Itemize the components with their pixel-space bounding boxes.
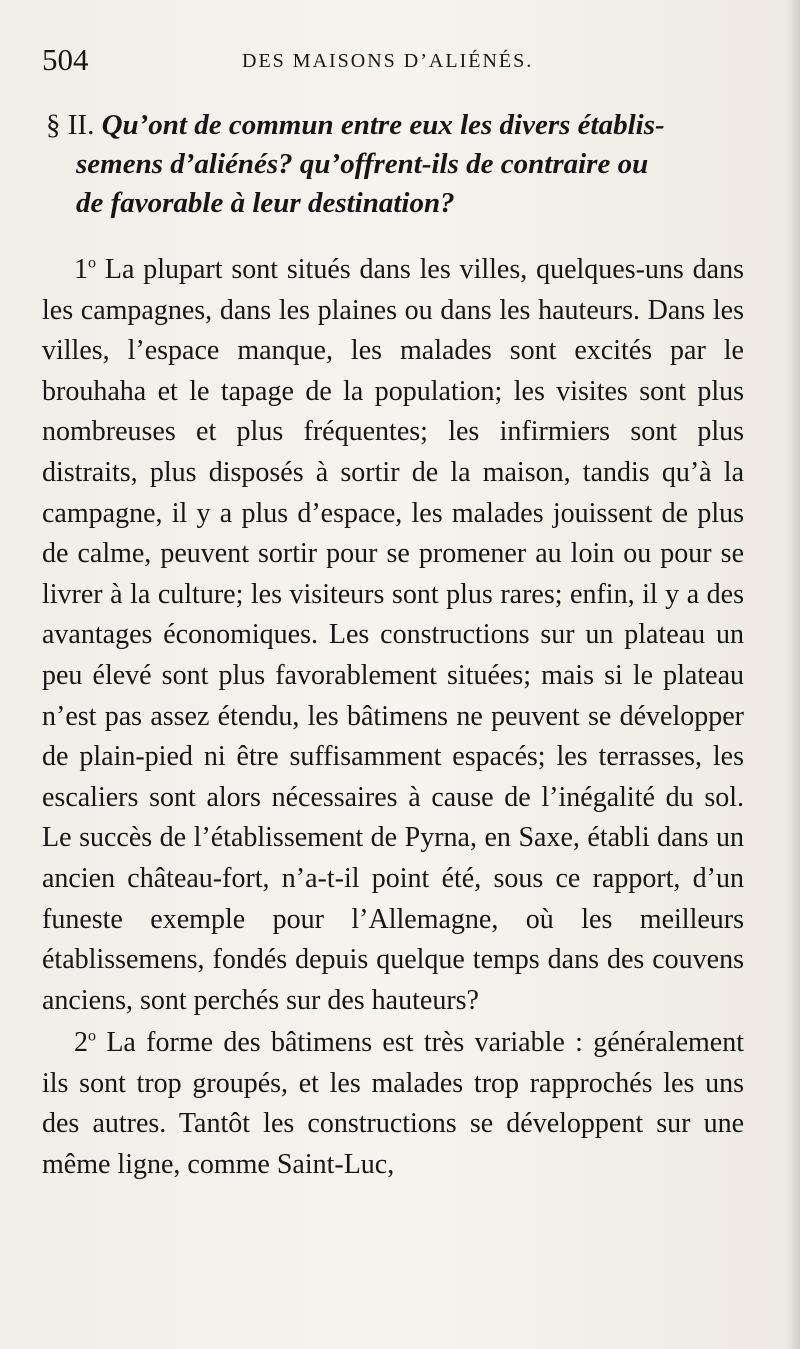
section-title-part-1: Qu’ont de commun entre eux les divers établis- <box>101 109 665 141</box>
paragraph-1 <box>42 250 744 1021</box>
page-number: 504 <box>42 42 89 77</box>
paragraph-1-text: La plupart sont situés dans les villes, quelques-uns dans les campagnes, dans les plaines ou dans les hauteurs. Dans les villes, l’espace manque, les malades sont excités par le brouhaha et le tapage de la population; les visites sont plus nombreuses et plus fréquentes; les infirmiers sont plus distraits, plus disposés à sortir de la maison, tandis qu’à la campagne, il y a plus d’espace, les malades jouissent de plus de calme, peuvent sortir pour se promener au loin ou pour se livrer à la culture; les visiteurs sont plus rares; enfin, il y a des avantages économiques. Les constructions sur un plateau un peu élevé sont plus favorablement situées; mais si le plateau n’est pas assez étendu, les bâtimens ne peuvent se développer de plain-pied ni être suffisamment espacés; les terrasses, les escaliers sont alors nécessaires à cause de l’inégalité du sol. Le succès de l’établissement de Pyrna, en Saxe, établi dans un ancien château-fort, n’a-t-il point été, sous ce rapport, d’un funeste exemple pour l’Allemagne, où les meilleurs établissemens, fondés depuis quelque temps dans des couvens anciens, sont perchés sur des hauteurs? <box>42 254 744 1016</box>
paragraph-1-degree: o <box>88 254 96 272</box>
running-title: DES MAISONS D’ALIÉNÉS. <box>242 50 534 72</box>
body-text <box>42 250 744 1186</box>
section-heading-line-1 <box>46 106 746 145</box>
page-header <box>42 40 757 80</box>
section-title-part-2: semens d’aliénés? qu’offrent-ils de contraire ou <box>76 148 649 180</box>
paragraph-2-text: La forme des bâtimens est très variable : généralement ils sont trop groupés, et les malades trop rapprochés les uns des autres. Tantôt les constructions se développent sur une même ligne, comme Saint-Luc, <box>42 1027 744 1181</box>
paragraph-1-number: 1 <box>74 254 88 285</box>
section-mark: § II. <box>46 109 95 141</box>
paragraph-2-number: 2 <box>74 1027 88 1059</box>
paragraph-2-degree: o <box>88 1027 96 1045</box>
section-title-part-3: de favorable à leur destination? <box>76 187 455 219</box>
section-heading <box>46 106 746 223</box>
paragraph-2 <box>42 1023 744 1185</box>
